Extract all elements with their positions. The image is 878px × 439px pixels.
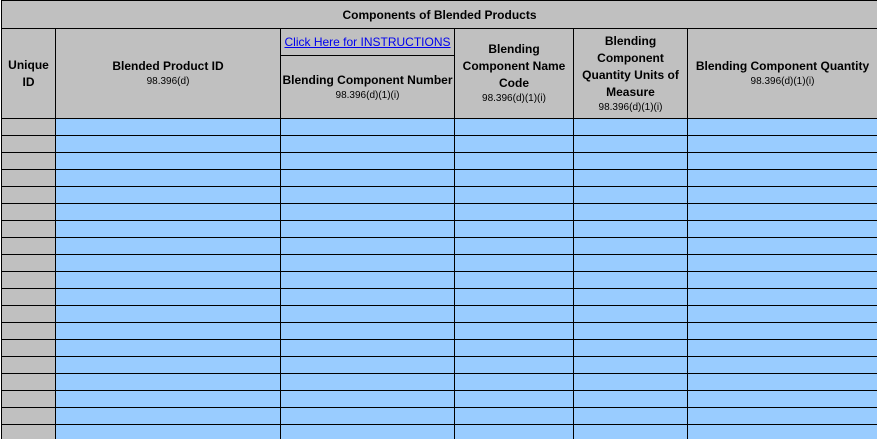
cell-component-quantity[interactable] xyxy=(688,391,878,408)
cell-component-quantity[interactable] xyxy=(688,323,878,340)
cell-quantity-units[interactable] xyxy=(574,170,688,187)
cell-unique-id[interactable] xyxy=(2,408,56,425)
cell-unique-id[interactable] xyxy=(2,255,56,272)
cell-blended-product-id[interactable] xyxy=(56,221,281,238)
cell-unique-id[interactable] xyxy=(2,289,56,306)
cell-component-number[interactable] xyxy=(281,153,455,170)
cell-blended-product-id[interactable] xyxy=(56,153,281,170)
cell-component-quantity[interactable] xyxy=(688,153,878,170)
cell-component-name-code[interactable] xyxy=(455,425,574,439)
cell-component-quantity[interactable] xyxy=(688,255,878,272)
cell-component-name-code[interactable] xyxy=(455,238,574,255)
table-row xyxy=(2,289,878,306)
cell-blended-product-id[interactable] xyxy=(56,323,281,340)
cell-component-name-code[interactable] xyxy=(455,306,574,323)
cell-unique-id[interactable] xyxy=(2,238,56,255)
cell-component-number[interactable] xyxy=(281,272,455,289)
cell-component-quantity[interactable] xyxy=(688,238,878,255)
cell-component-name-code[interactable] xyxy=(455,170,574,187)
cell-blended-product-id[interactable] xyxy=(56,255,281,272)
cell-unique-id[interactable] xyxy=(2,204,56,221)
cell-unique-id[interactable] xyxy=(2,391,56,408)
cell-component-number[interactable] xyxy=(281,238,455,255)
cell-unique-id[interactable] xyxy=(2,272,56,289)
cell-component-number[interactable] xyxy=(281,255,455,272)
spreadsheet xyxy=(1,0,877,439)
cell-component-name-code[interactable] xyxy=(455,408,574,425)
cell-unique-id[interactable] xyxy=(2,323,56,340)
cell-unique-id[interactable] xyxy=(2,306,56,323)
table-row xyxy=(2,136,878,153)
header-citation: 98.396(d)(1)(i) xyxy=(482,93,546,104)
table-row xyxy=(2,357,878,374)
cell-component-name-code[interactable] xyxy=(455,391,574,408)
cell-component-number[interactable] xyxy=(281,391,455,408)
cell-blended-product-id[interactable] xyxy=(56,119,281,136)
cell-component-name-code[interactable] xyxy=(455,153,574,170)
cell-component-name-code[interactable] xyxy=(455,272,574,289)
cell-component-quantity[interactable] xyxy=(688,187,878,204)
cell-quantity-units[interactable] xyxy=(574,153,688,170)
cell-quantity-units[interactable] xyxy=(574,136,688,153)
header-component-number[interactable] xyxy=(281,56,455,119)
header-citation: 98.396(d)(1)(i) xyxy=(598,101,663,113)
cell-component-number[interactable] xyxy=(281,357,455,374)
cell-quantity-units[interactable] xyxy=(574,340,688,357)
instructions-link[interactable]: Click Here for INSTRUCTIONS xyxy=(284,35,451,49)
cell-component-name-code[interactable] xyxy=(455,374,574,391)
cell-component-number[interactable] xyxy=(281,136,455,153)
cell-blended-product-id[interactable] xyxy=(56,136,281,153)
header-quantity-units[interactable] xyxy=(574,29,688,119)
cell-component-number[interactable] xyxy=(281,204,455,221)
table-row xyxy=(2,238,878,255)
cell-component-number[interactable] xyxy=(281,340,455,357)
cell-component-name-code[interactable] xyxy=(455,255,574,272)
cell-quantity-units[interactable] xyxy=(574,391,688,408)
cell-quantity-units[interactable] xyxy=(574,187,688,204)
cell-component-quantity[interactable] xyxy=(688,170,878,187)
table-row xyxy=(2,425,878,439)
header-label: Blending Component Number xyxy=(282,72,453,87)
cell-component-quantity[interactable] xyxy=(688,221,878,238)
cell-component-name-code[interactable] xyxy=(455,221,574,238)
header-citation: 98.396(d)(1)(i) xyxy=(335,89,400,101)
cell-blended-product-id[interactable] xyxy=(56,289,281,306)
table-row xyxy=(2,153,878,170)
cell-quantity-units[interactable] xyxy=(574,119,688,136)
table-row xyxy=(2,408,878,425)
cell-unique-id[interactable] xyxy=(2,119,56,136)
header-label: Blending Component Quantity xyxy=(695,59,870,73)
cell-blended-product-id[interactable] xyxy=(56,374,281,391)
table-row xyxy=(2,255,878,272)
instructions-link-cell[interactable] xyxy=(281,29,455,56)
cell-component-name-code[interactable] xyxy=(455,136,574,153)
section-title: Components of Blended Products xyxy=(2,1,878,29)
header-label: Blending Component Name Code xyxy=(462,42,566,90)
cell-unique-id[interactable] xyxy=(2,340,56,357)
cell-component-name-code[interactable] xyxy=(455,323,574,340)
cell-quantity-units[interactable] xyxy=(574,323,688,340)
cell-component-name-code[interactable] xyxy=(455,204,574,221)
cell-component-quantity[interactable] xyxy=(688,119,878,136)
cell-quantity-units[interactable] xyxy=(574,238,688,255)
cell-component-number[interactable] xyxy=(281,323,455,340)
cell-component-number[interactable] xyxy=(281,187,455,204)
cell-blended-product-id[interactable] xyxy=(56,187,281,204)
cell-unique-id[interactable] xyxy=(2,425,56,439)
cell-component-quantity[interactable] xyxy=(688,272,878,289)
cell-component-quantity[interactable] xyxy=(688,374,878,391)
header-label: Unique ID xyxy=(8,57,49,89)
cell-component-number[interactable] xyxy=(281,119,455,136)
header-component-name-code[interactable] xyxy=(455,29,574,119)
cell-unique-id[interactable] xyxy=(2,153,56,170)
cell-component-number[interactable] xyxy=(281,425,455,439)
cell-blended-product-id[interactable] xyxy=(56,238,281,255)
table-row xyxy=(2,187,878,204)
cell-quantity-units[interactable] xyxy=(574,255,688,272)
cell-blended-product-id[interactable] xyxy=(56,340,281,357)
table-row xyxy=(2,323,878,340)
cell-quantity-units[interactable] xyxy=(574,289,688,306)
table-row xyxy=(2,374,878,391)
cell-component-quantity[interactable] xyxy=(688,204,878,221)
cell-unique-id[interactable] xyxy=(2,170,56,187)
table-row xyxy=(2,170,878,187)
header-blended-product-id[interactable] xyxy=(56,29,281,119)
header-citation: 98.396(d) xyxy=(146,76,190,87)
cell-quantity-units[interactable] xyxy=(574,357,688,374)
cell-blended-product-id[interactable] xyxy=(56,391,281,408)
cell-quantity-units[interactable] xyxy=(574,374,688,391)
cell-component-quantity[interactable] xyxy=(688,136,878,153)
cell-component-number[interactable] xyxy=(281,289,455,306)
cell-component-number[interactable] xyxy=(281,306,455,323)
data-rows xyxy=(2,119,878,439)
cell-blended-product-id[interactable] xyxy=(56,170,281,187)
cell-blended-product-id[interactable] xyxy=(56,408,281,425)
table-row xyxy=(2,221,878,238)
cell-component-quantity[interactable] xyxy=(688,425,878,439)
header-label: Blending Component Quantity Units of Measure xyxy=(582,33,679,99)
cell-component-quantity[interactable] xyxy=(688,306,878,323)
cell-component-number[interactable] xyxy=(281,170,455,187)
cell-blended-product-id[interactable] xyxy=(56,306,281,323)
cell-quantity-units[interactable] xyxy=(574,221,688,238)
table-row xyxy=(2,204,878,221)
cell-blended-product-id[interactable] xyxy=(56,357,281,374)
cell-quantity-units[interactable] xyxy=(574,272,688,289)
cell-blended-product-id[interactable] xyxy=(56,425,281,439)
cell-component-quantity[interactable] xyxy=(688,340,878,357)
cell-component-quantity[interactable] xyxy=(688,408,878,425)
cell-unique-id[interactable] xyxy=(2,136,56,153)
table-row xyxy=(2,391,878,408)
cell-unique-id[interactable] xyxy=(2,374,56,391)
header-unique-id[interactable] xyxy=(2,29,56,119)
cell-component-name-code[interactable] xyxy=(455,187,574,204)
cell-blended-product-id[interactable] xyxy=(56,204,281,221)
cell-component-quantity[interactable] xyxy=(688,357,878,374)
cell-unique-id[interactable] xyxy=(2,221,56,238)
cell-component-name-code[interactable] xyxy=(455,357,574,374)
cell-quantity-units[interactable] xyxy=(574,204,688,221)
cell-quantity-units[interactable] xyxy=(574,306,688,323)
cell-component-name-code[interactable] xyxy=(455,289,574,306)
header-component-quantity[interactable] xyxy=(688,29,878,119)
cell-blended-product-id[interactable] xyxy=(56,272,281,289)
cell-unique-id[interactable] xyxy=(2,357,56,374)
table-row xyxy=(2,119,878,136)
blended-products-table xyxy=(1,0,877,439)
table-row xyxy=(2,306,878,323)
cell-component-name-code[interactable] xyxy=(455,340,574,357)
cell-component-number[interactable] xyxy=(281,408,455,425)
cell-unique-id[interactable] xyxy=(2,187,56,204)
header-label: Blended Product ID xyxy=(112,59,224,73)
cell-quantity-units[interactable] xyxy=(574,408,688,425)
table-row xyxy=(2,272,878,289)
table-row xyxy=(2,340,878,357)
header-citation: 98.396(d)(1)(i) xyxy=(750,76,815,87)
cell-component-number[interactable] xyxy=(281,221,455,238)
cell-component-number[interactable] xyxy=(281,374,455,391)
cell-component-name-code[interactable] xyxy=(455,119,574,136)
cell-quantity-units[interactable] xyxy=(574,425,688,439)
cell-component-quantity[interactable] xyxy=(688,289,878,306)
